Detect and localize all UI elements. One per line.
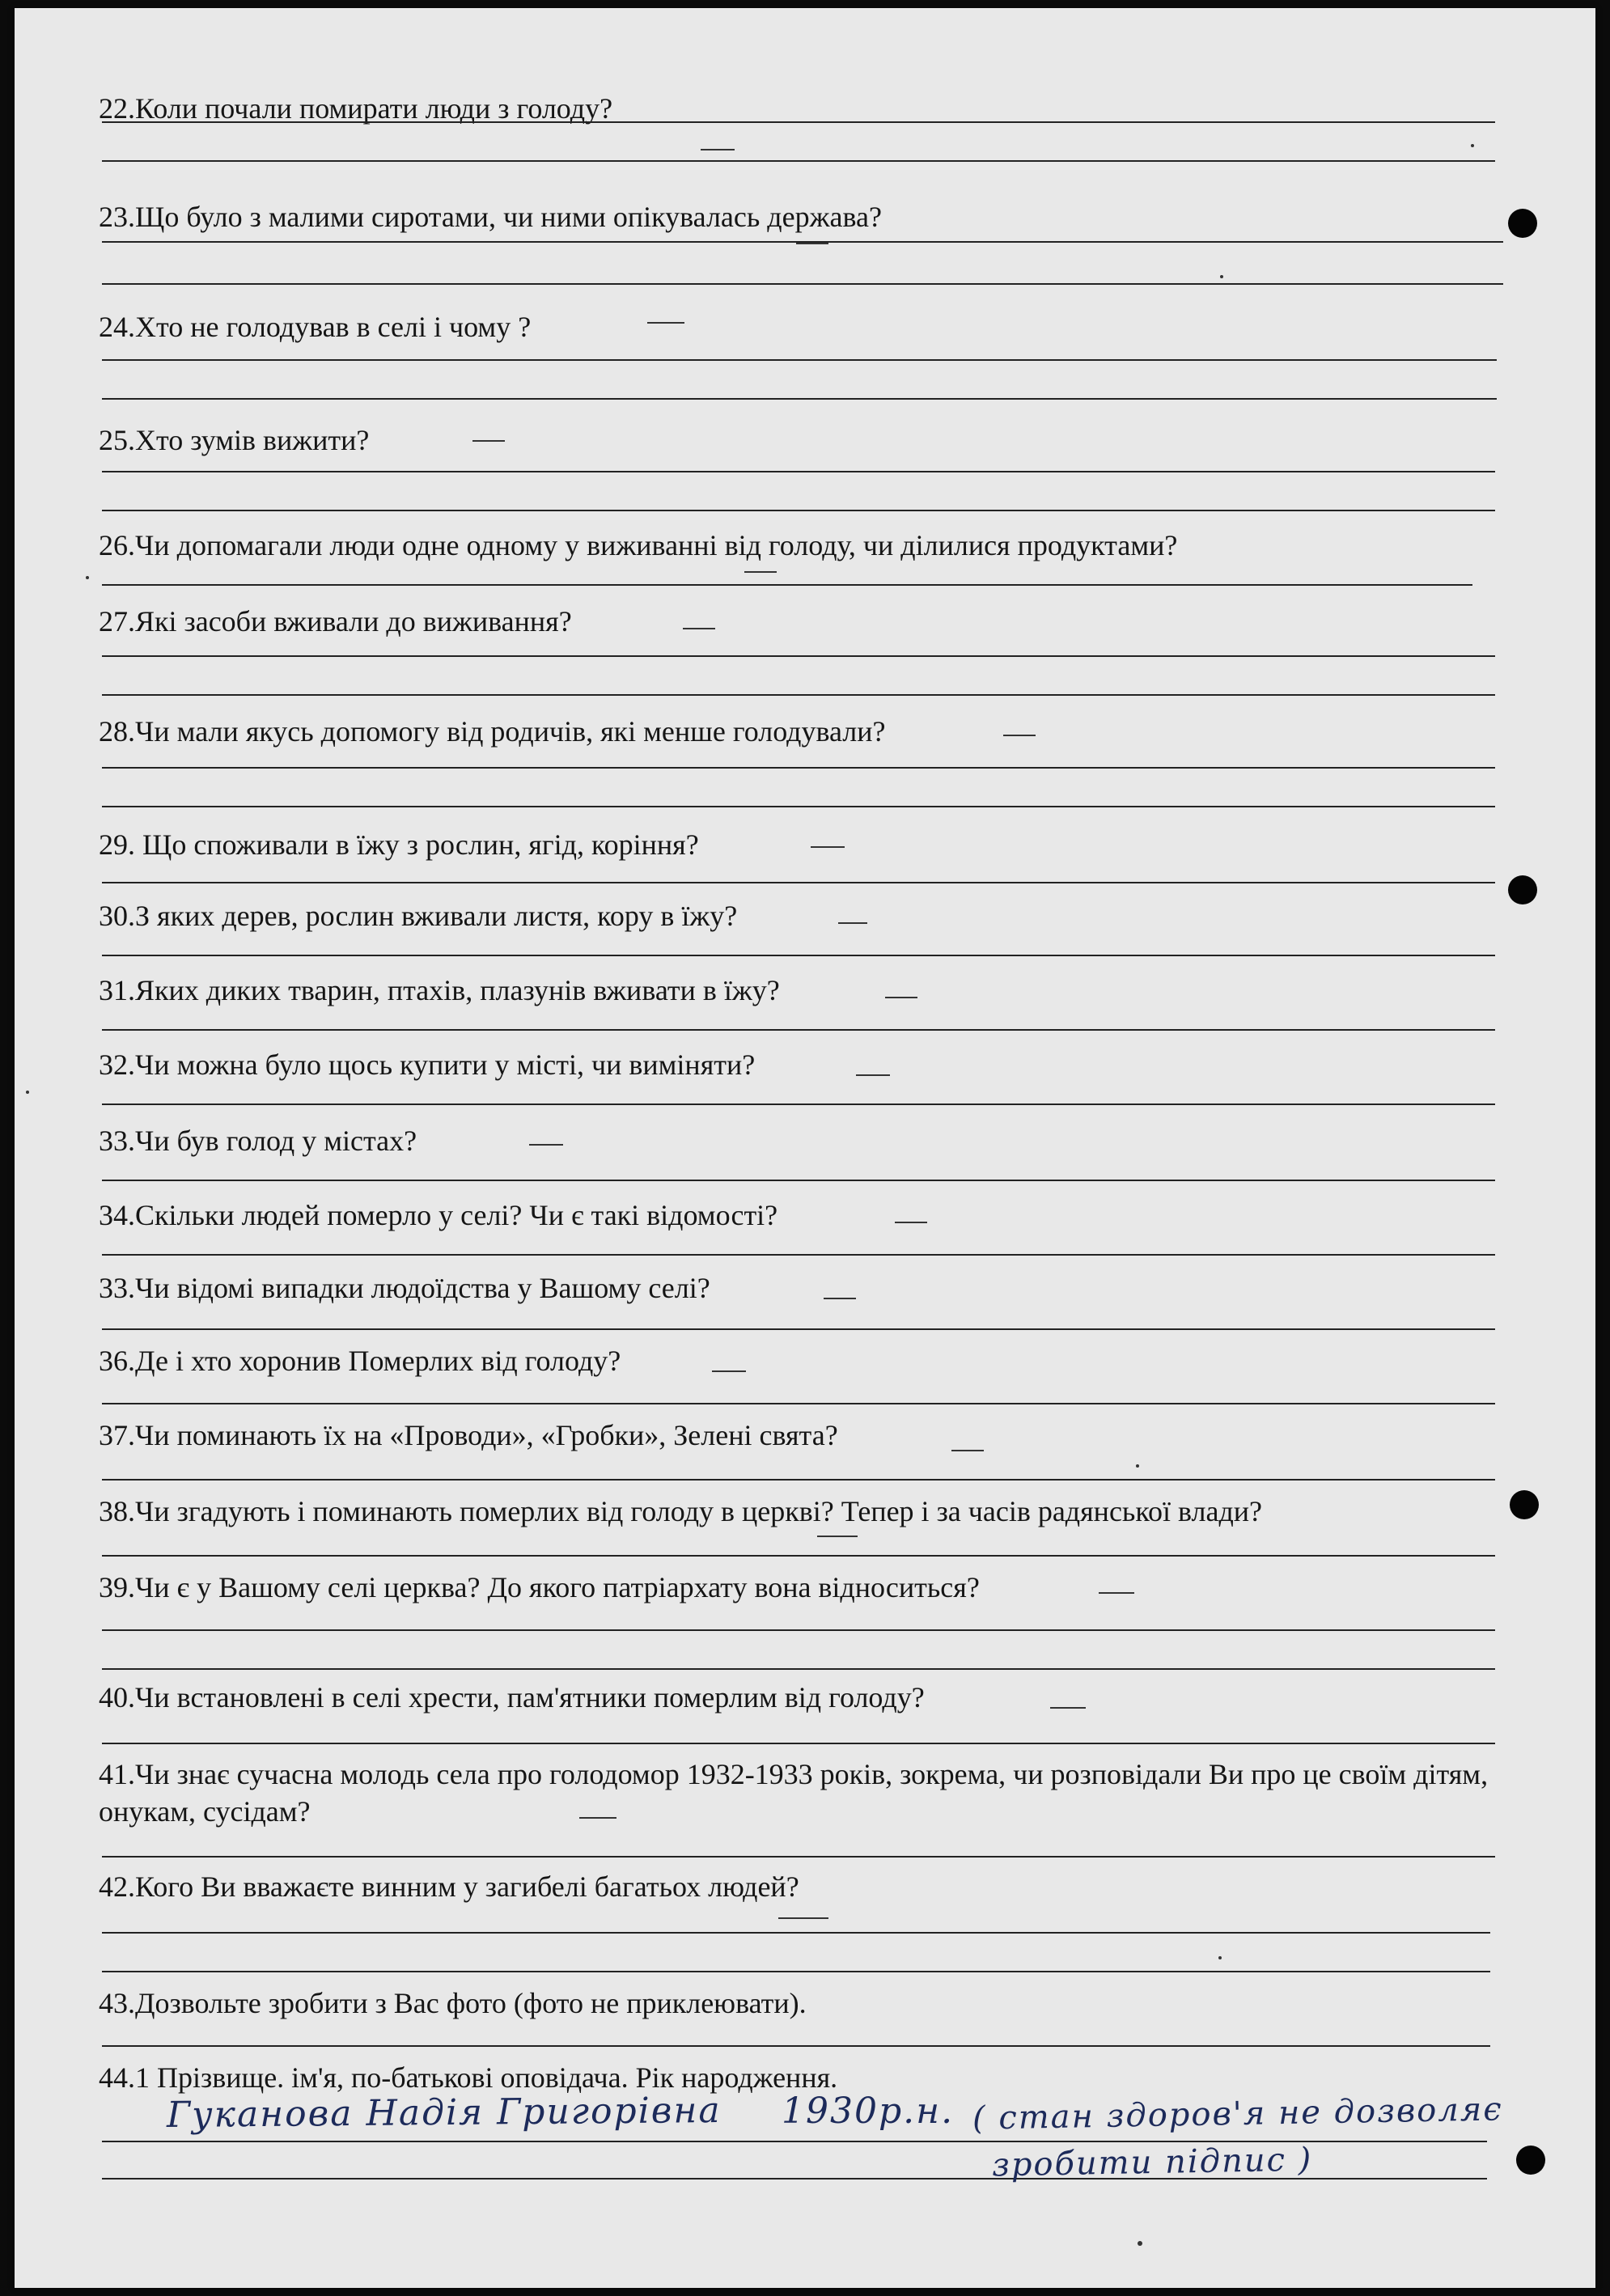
answer-dash (579, 1817, 616, 1819)
punch-hole (1508, 875, 1537, 904)
speck (1136, 1464, 1139, 1468)
question-35: 33.Чи відомі випадки людоїдства у Вашому селі? (99, 1272, 710, 1304)
questionnaire-page (15, 8, 1595, 2288)
question-34: 34.Скільки людей померло у селі? Чи є такі відомості? (99, 1199, 778, 1231)
answer-line (102, 359, 1497, 361)
answer-line (102, 1328, 1495, 1330)
answer-dash (472, 440, 505, 442)
question-28: 28.Чи мали якусь допомогу від родичів, які менше голодували? (99, 715, 886, 748)
answer-dash (951, 1450, 984, 1451)
punch-hole (1510, 1490, 1539, 1519)
answer-line (102, 1254, 1495, 1256)
answer-dash (885, 997, 917, 998)
answer-line (102, 510, 1495, 511)
answer-line (102, 1856, 1495, 1858)
question-37: 37.Чи поминають їх на «Проводи», «Гробки», Зелені свята? (99, 1419, 838, 1451)
answer-dash (1050, 1707, 1086, 1709)
answer-dash (824, 1298, 856, 1299)
answer-dash (647, 322, 684, 324)
question-24: 24.Хто не голодував в селі і чому ? (99, 311, 532, 343)
speck (86, 576, 89, 579)
question-25: 25.Хто зумів вижити? (99, 424, 370, 456)
answer-line (102, 1104, 1495, 1105)
answer-dash (838, 922, 867, 924)
speck (26, 1091, 29, 1094)
answer-dash (701, 149, 735, 150)
question-23: 23.Що було з малими сиротами, чи ними опікувалась держава? (99, 201, 882, 233)
answer-line (102, 398, 1497, 400)
answer-dash (712, 1370, 746, 1372)
answer-line (102, 1629, 1495, 1631)
question-42: 42.Кого Ви вважаєте винним у загибелі багатьох людей? (99, 1870, 799, 1903)
answer-dash (856, 1074, 890, 1076)
answer-dash (778, 1917, 828, 1919)
answer-line (102, 1029, 1495, 1031)
answer-line (102, 882, 1495, 883)
speck (1138, 2241, 1142, 2246)
question-41: 41.Чи знає сучасна молодь села про голодомор 1932-1933 років, зокрема, чи розповідали Ви про це своїм дітям, онукам, сусідам? (99, 1758, 1489, 1828)
answer-dash (683, 628, 715, 629)
answer-line (102, 655, 1495, 657)
question-36: 36.Де і хто хоронив Померлих від голоду? (99, 1345, 621, 1377)
answer-dash (817, 1536, 858, 1537)
question-43: 43.Дозвольте зробити з Вас фото (фото не приклеювати). (99, 1987, 807, 2019)
question-22: 22.Коли почали помирати люди з голоду? (99, 92, 613, 125)
punch-hole (1516, 2146, 1545, 2175)
answer-dash (529, 1144, 563, 1146)
answer-dash (1099, 1592, 1134, 1594)
punch-hole (1508, 209, 1537, 238)
answer-dash (796, 243, 828, 244)
question-26: 26.Чи допомагали люди одне одному у виживанні від голоду, чи ділилися продуктами? (99, 529, 1178, 561)
answer-line (102, 584, 1472, 586)
answer-line (102, 1555, 1495, 1557)
question-33: 33.Чи був голод у містах? (99, 1125, 417, 1157)
answer-dash (811, 846, 845, 848)
question-38: 38.Чи згадують і поминають померлих від голоду в церкві? Тепер і за часів радянської влади? (99, 1495, 1263, 1527)
question-44: 44.1 Прізвище. ім'я, по-батькові оповідача. Рік народження. (99, 2061, 838, 2094)
handwritten-name: Гуканова Надія Григорівна (166, 2090, 722, 2136)
answer-line (102, 1971, 1490, 1972)
answer-line (102, 1932, 1490, 1934)
speck (1471, 144, 1474, 147)
answer-line (102, 1403, 1495, 1404)
answer-line (102, 955, 1495, 956)
handwritten-note-line1: ( стан здоров'я не дозволяє (972, 2091, 1504, 2137)
answer-line (102, 1668, 1495, 1670)
question-30: 30.З яких дерев, рослин вживали листя, кору в їжу? (99, 900, 738, 932)
speck (1220, 275, 1223, 278)
answer-line (102, 160, 1495, 162)
answer-dash (895, 1222, 927, 1223)
question-39: 39.Чи є у Вашому селі церква? До якого патріархату вона відноситься? (99, 1571, 980, 1603)
question-40: 40.Чи встановлені в селі хрести, пам'ятники померлим від голоду? (99, 1681, 925, 1714)
answer-line (102, 767, 1495, 769)
answer-line (102, 2045, 1490, 2047)
handwritten-birth-year: 1930р.н. (782, 2091, 955, 2132)
answer-line (102, 1479, 1495, 1481)
answer-dash (1003, 735, 1036, 736)
answer-line (102, 806, 1495, 807)
answer-line (102, 471, 1495, 472)
question-32: 32.Чи можна було щось купити у місті, чи виміняти? (99, 1048, 756, 1081)
question-27: 27.Які засоби вживали до виживання? (99, 605, 572, 638)
answer-dash (744, 571, 777, 573)
answer-line (102, 283, 1503, 285)
handwritten-note-line2: зробити підпис ) (991, 2141, 1313, 2184)
answer-line (102, 694, 1495, 696)
answer-line (102, 121, 1495, 123)
question-31: 31.Яких диких тварин, птахів, плазунів вживати в їжу? (99, 974, 780, 1006)
question-29: 29. Що споживали в їжу з рослин, ягід, коріння? (99, 828, 699, 861)
answer-line (102, 1743, 1495, 1744)
speck (1218, 1956, 1222, 1959)
answer-line (102, 1180, 1495, 1181)
